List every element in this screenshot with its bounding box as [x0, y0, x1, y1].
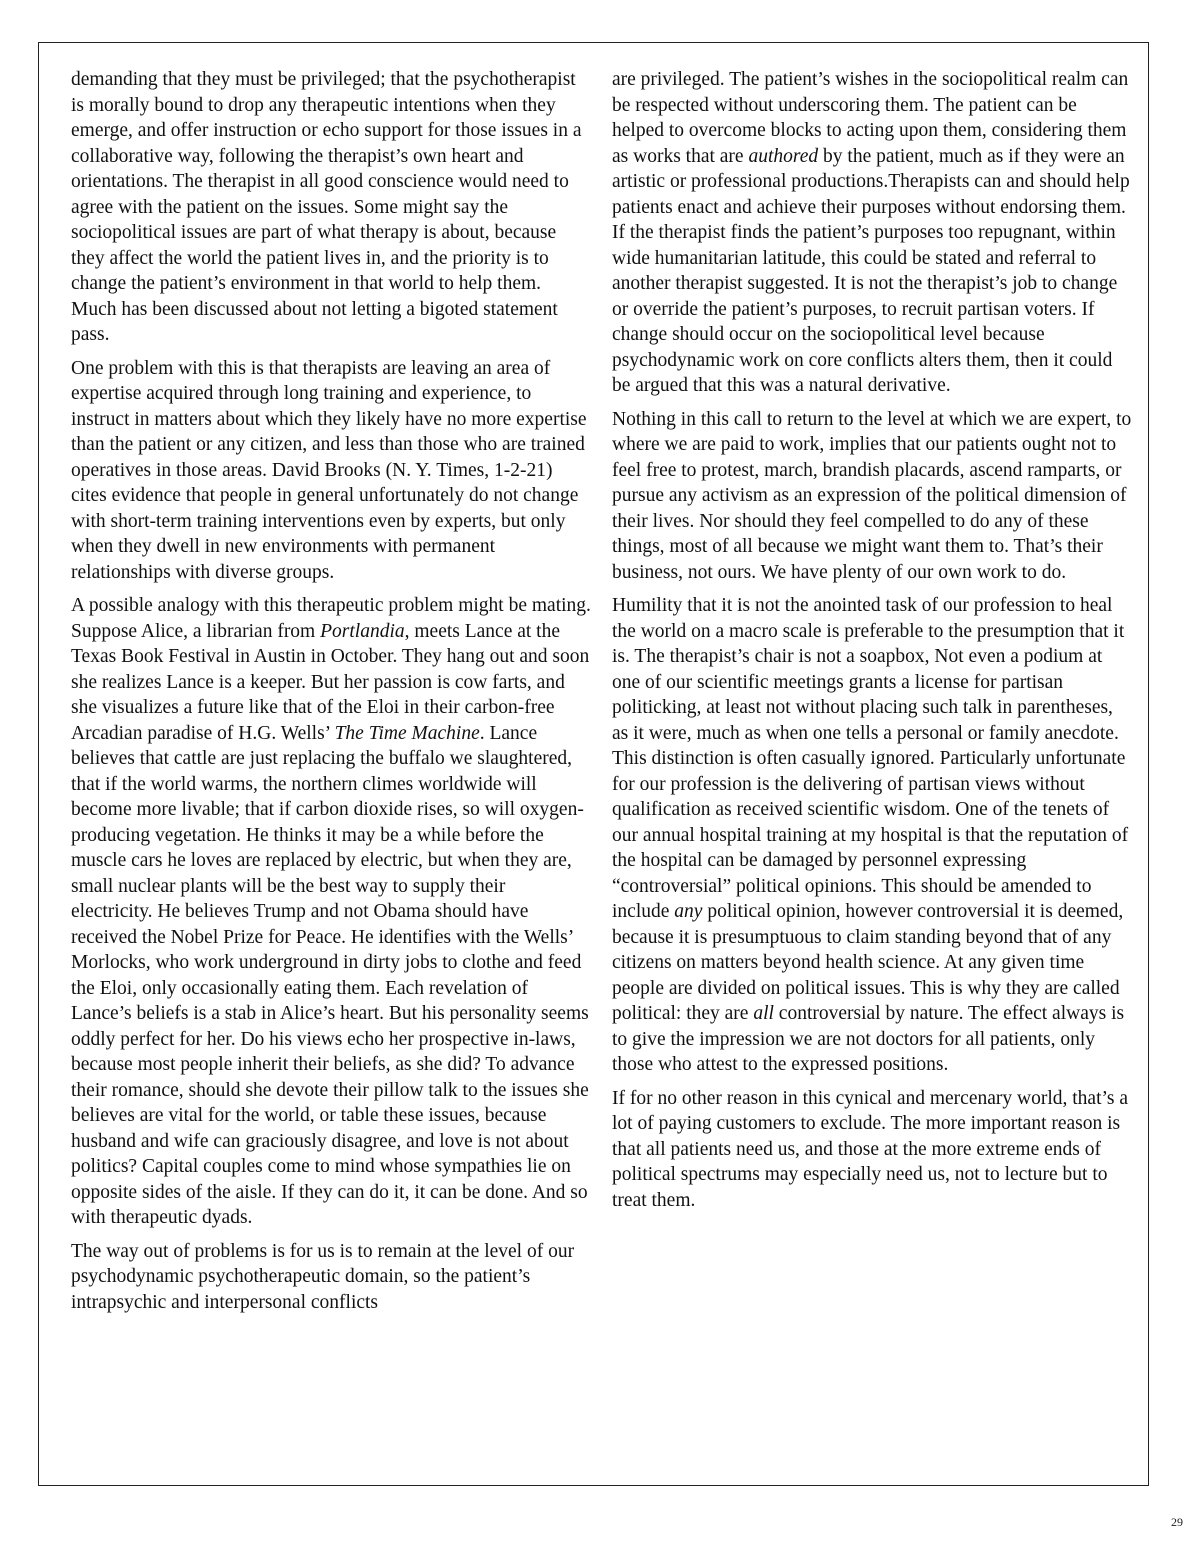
text-run: by the patient, much as if they were an artistic or professional productions.Therapists can and should help patients enact and achieve their purposes without endorsing them. If the therapist finds the patient’s purposes too repugnant, within wide humanitarian latitude, this could be stated and referral to another therapist suggested. It is not the therapist’s job to change or override the patient’s purposes, to recruit partisan voters. If change should occur on the sociopolitical level because psychodynamic work on core conflicts alters them, then it could be argued that this was a natural derivative.: [612, 145, 1130, 396]
left-column: [71, 67, 591, 1323]
text-run: A possible analogy with this therapeutic problem might be mating. Suppose Alice, a librarian from: [71, 595, 591, 642]
text-run: are privileged. The patient’s wishes in the sociopolitical realm can be respected without underscoring them. The patient can be helped to overcome blocks to acting upon them, considering them as works that are: [612, 69, 1129, 167]
italic-text: Portlandia: [320, 620, 405, 642]
italic-text: authored: [748, 145, 819, 167]
paragraph: [612, 407, 1132, 586]
text-frame: [38, 42, 1149, 1486]
page-number: 29: [1171, 1515, 1183, 1529]
text-run: Humility that it is not the anointed task of our profession to heal the world on a macro scale is preferable to the presumption that it is. The therapist’s chair is not a soapbox, Not even a podium at one of our scientific meetings grants a license for partisan politicking, at least not without placing such talk in parentheses, as it were, much as when one tells a personal or family anecdote. This distinction is often casually ignored. Particularly unfortunate for our profession is the delivering of partisan views without qualification as received scientific wisdom. One of the tenets of our annual hospital training at my hospital is that the reputation of the hospital can be damaged by personnel expressing “controversial” political opinions. This should be amended to include: [612, 595, 1129, 922]
paragraph: [612, 593, 1132, 1078]
text-run: , meets Lance at the Texas Book Festival in Austin in October. They hang out and soon she realizes Lance is a keeper. But her passion is cow farts, and she visualizes a future like that of the Eloi in their carbon-free Arcadian paradise of H.G. Wells’: [71, 620, 590, 744]
paragraph: [612, 67, 1132, 399]
paragraph: [71, 356, 591, 586]
text-run: One problem with this is that therapists are leaving an area of expertise acquired through long training and experience, to instruct in matters about which they likely have no more expertise than the patient or any citizen, and less than those who are trained operatives in those areas. David Brooks (N. Y. Times, 1-2-21) cites evidence that people in general unfortunately do not change with short-term training interventions even by experts, but only when they dwell in new environments with permanent relationships with diverse groups.: [71, 357, 587, 583]
text-run: demanding that they must be privileged; that the psychotherapist is morally bound to drop any therapeutic intentions when they emerge, and offer instruction or echo support for those issues in a collaborative way, following the therapist’s own heart and orientations. The therapist in all good conscience would need to agree with the patient on the issues. Some might say the sociopolitical issues are part of what therapy is about, because they affect the world the patient lives in, and the priority is to change the patient’s environment in that world to help them. Much has been discussed about not letting a bigoted statement pass.: [71, 69, 582, 345]
paragraph: [71, 1239, 591, 1316]
paragraph: [612, 1086, 1132, 1214]
italic-text: The Time Machine: [334, 722, 480, 744]
italic-text: all: [753, 1003, 774, 1024]
text-run: The way out of problems is for us is to remain at the level of our psychodynamic psychotherapeutic domain, so the patient’s intrapsychic and interpersonal conflicts: [71, 1240, 575, 1313]
text-run: If for no other reason in this cynical and mercenary world, that’s a lot of paying customers to exclude. The more important reason is that all patients need us, and those at the more extreme ends of political spectrums may especially need us, not to lecture but to treat them.: [612, 1087, 1129, 1211]
text-run: controversial by nature. The effect always is to give the impression we are not doctors for all patients, only those who attest to the expressed positions.: [612, 1003, 1125, 1075]
text-run: political opinion, however controversial it is deemed, because it is presumptuous to claim standing beyond that of any citizens on matters beyond health science. At any given time people are divided on political issues. This is why they are called political: they are: [612, 901, 1124, 1024]
text-run: . Lance believes that cattle are just replacing the buffalo we slaughtered, that if the world warms, the northern climes worldwide will become more livable; that if carbon dioxide rises, so will oxygen-producing vegetation. He thinks it may be a while before the muscle cars he loves are replaced by electric, but when they are, small nuclear plants will be the best way to supply their electricity. He believes Trump and not Obama should have received the Nobel Prize for Peace. He identifies with the Wells’ Morlocks, who work underground in dirty jobs to clothe and feed the Eloi, only occasionally eating them. Each revelation of Lance’s beliefs is a stab in Alice’s heart. But his personality seems oddly perfect for her. Do his views echo her prospective in-laws, because most people inherit their beliefs, as she did? To advance their romance, should she devote their pillow talk to the issues she believes are vital for the world, or table these issues, because husband and wife can graciously disagree, and love is not about politics? Capital couples come to mind whose sympathies lie on opposite sides of the aisle. If they can do it, it can be done. And so with therapeutic dyads.: [71, 722, 589, 1228]
paragraph: [71, 593, 591, 1231]
italic-text: any: [674, 901, 703, 922]
paragraph: [71, 67, 591, 348]
text-run: Nothing in this call to return to the level at which we are expert, to where we are paid to work, implies that our patients ought not to feel free to protest, march, brandish placards, ascend ramparts, or pursue any activism as an expression of the political dimension of their lives. Nor should they feel compelled to do any of these things, most of all because we might want them to. That’s their business, not ours. We have plenty of our own work to do.: [612, 408, 1132, 583]
right-column: [612, 67, 1132, 1221]
